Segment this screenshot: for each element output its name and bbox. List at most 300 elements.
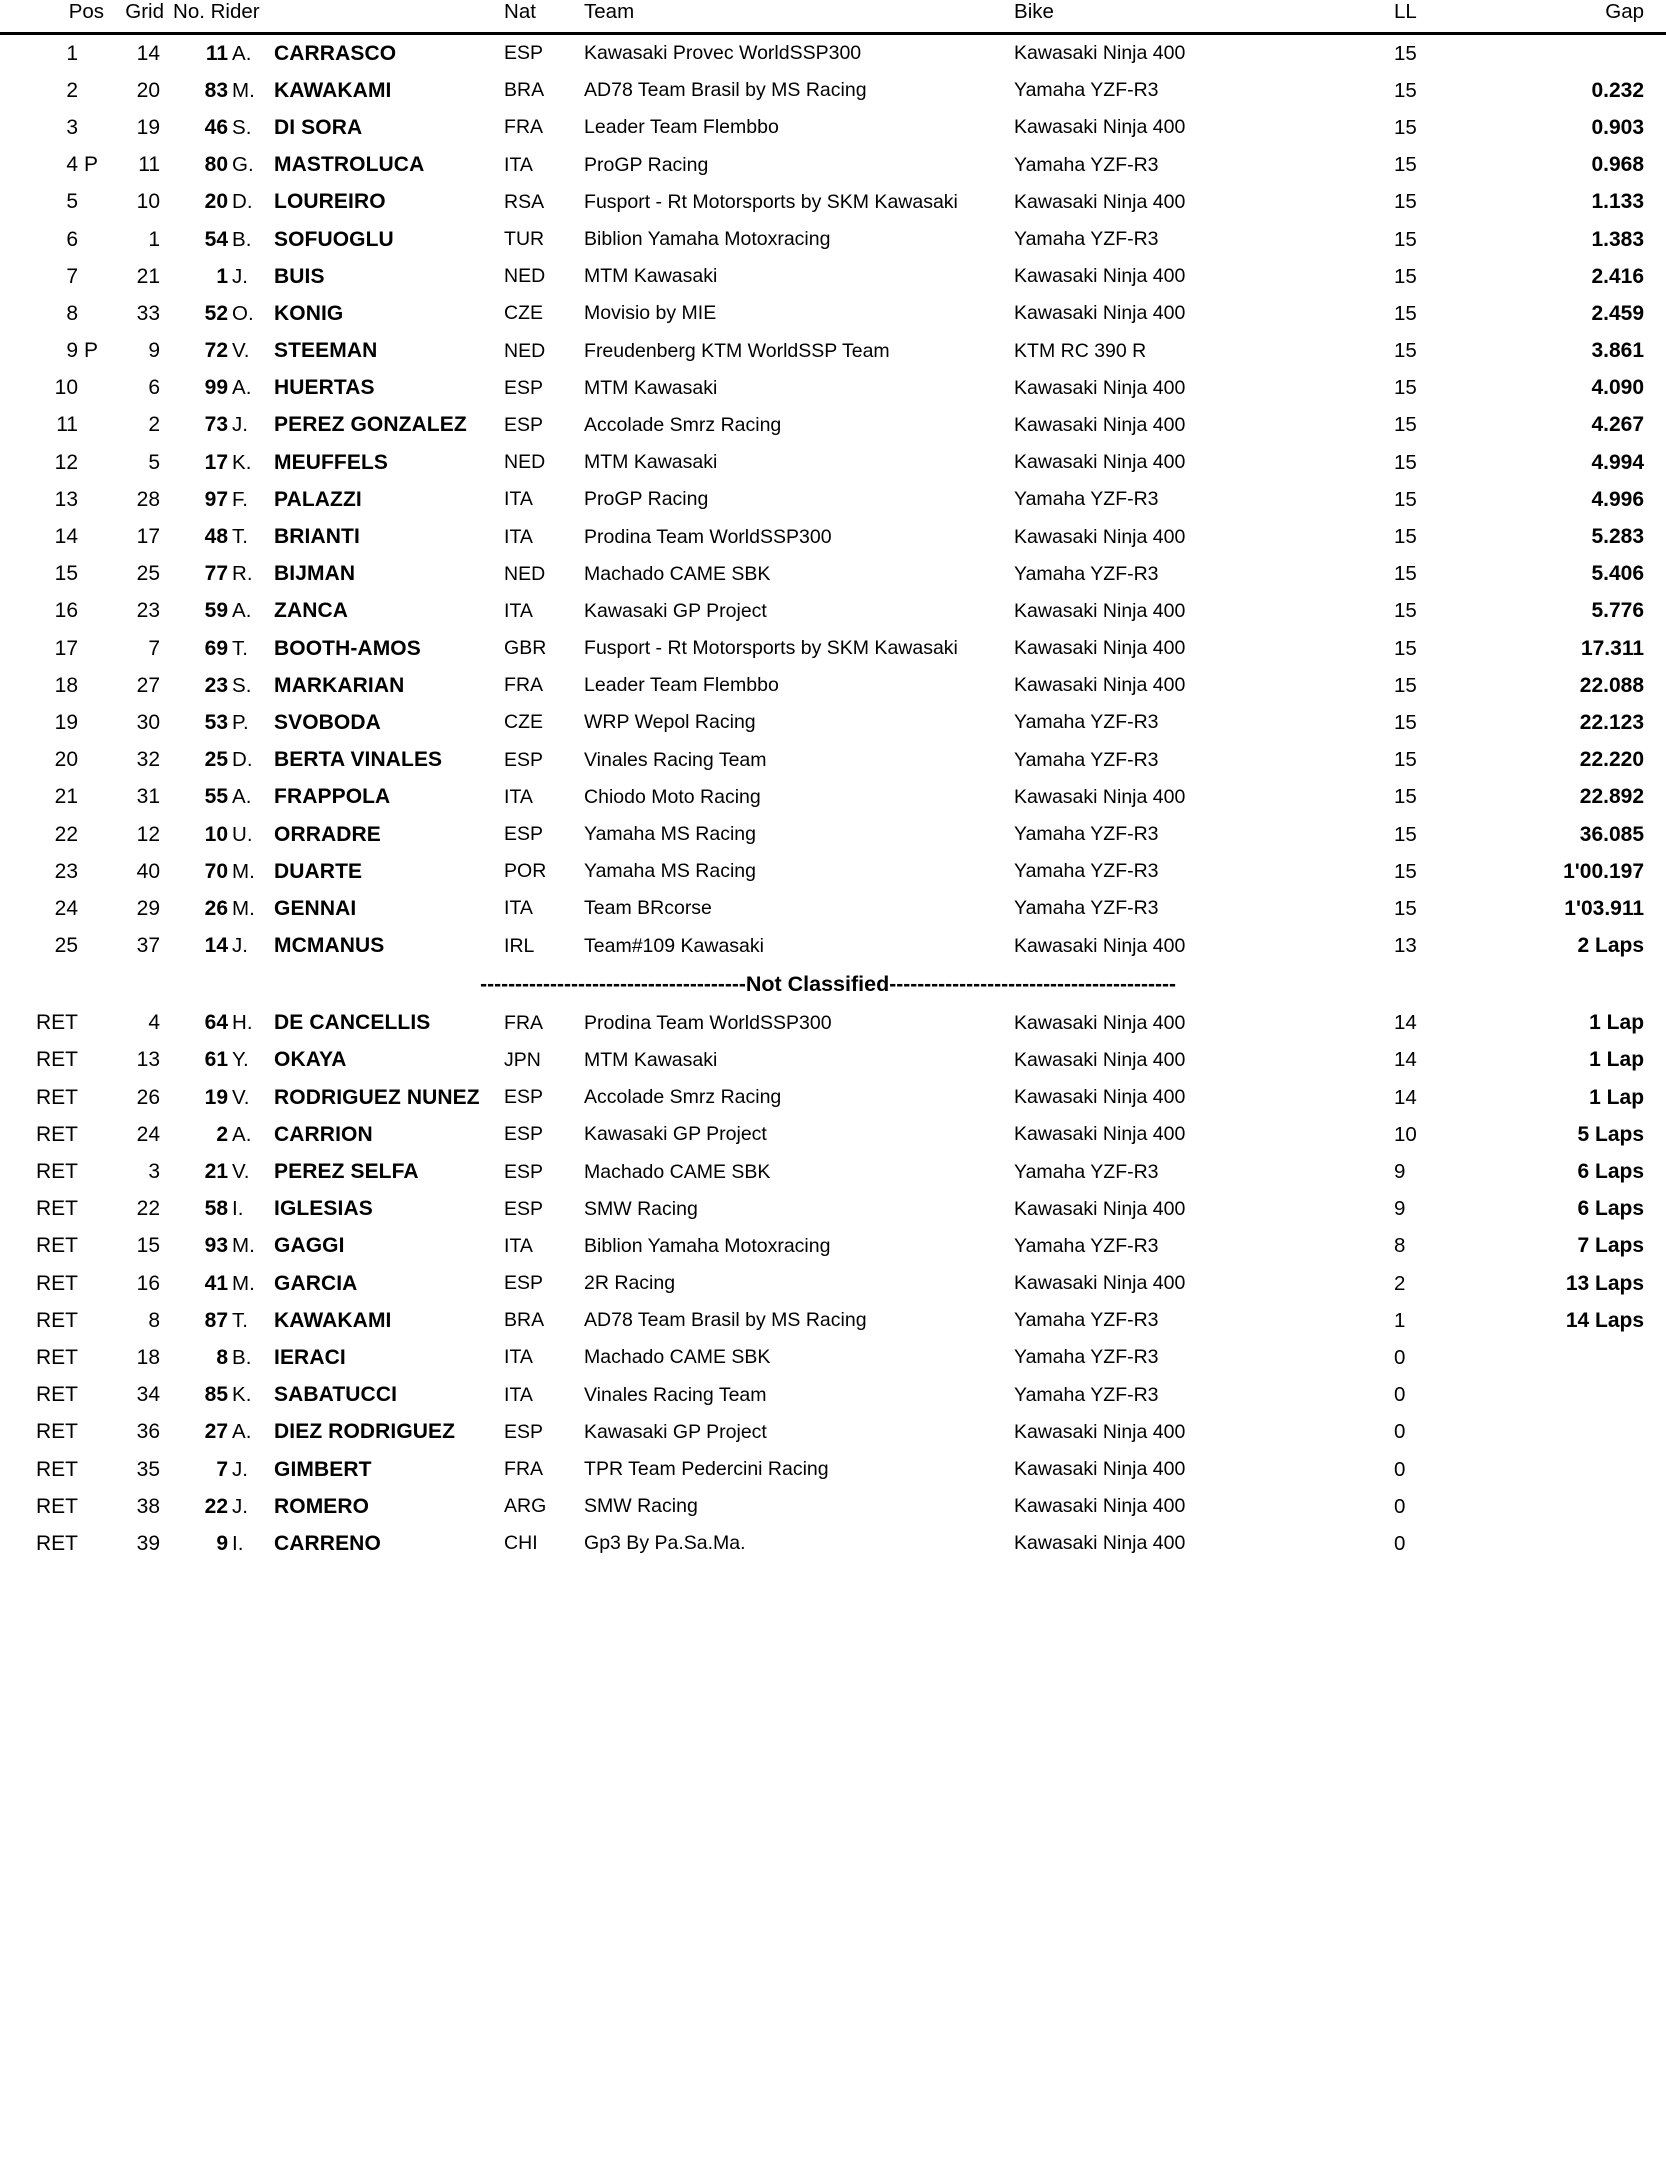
cell-position: 12 — [54, 450, 78, 474]
cell-rider-initial: K. — [232, 1383, 252, 1407]
column-header-nat: Nat — [504, 0, 536, 23]
table-row[interactable] — [0, 481, 1666, 518]
cell-laps-led: 0 — [1394, 1345, 1406, 1369]
cell-rider-number: 80 — [204, 153, 229, 177]
cell-gap — [1504, 35, 1666, 72]
cell-position: 13 — [54, 487, 78, 511]
cell-pole-marker — [78, 928, 104, 965]
cell-grid: 11 — [138, 153, 161, 177]
separator-dashes-right: ----------------------------------------- — [889, 973, 1176, 996]
table-row[interactable] — [0, 1153, 1666, 1190]
cell-rider-initial: M. — [232, 1271, 255, 1295]
cell-grid: 40 — [136, 859, 161, 883]
table-row[interactable] — [0, 333, 1666, 370]
cell-position: RET — [36, 1048, 78, 1072]
cell-rider-initial: A. — [232, 1122, 252, 1146]
cell-bike: Kawasaki Ninja 400 — [1014, 1495, 1186, 1518]
cell-nationality: TUR — [504, 228, 545, 251]
cell-gap: 22.088 — [1579, 673, 1645, 697]
table-row[interactable] — [0, 1302, 1666, 1339]
cell-rider-number: 87 — [204, 1308, 229, 1332]
cell-rider-number: 23 — [204, 673, 229, 697]
cell-rider-number: 53 — [204, 710, 229, 734]
cell-pole-marker — [78, 221, 104, 258]
cell-position: 6 — [66, 227, 78, 251]
cell-nationality: ITA — [504, 488, 533, 511]
cell-pole-marker — [78, 1079, 104, 1116]
cell-team: MTM Kawasaki — [584, 376, 718, 399]
cell-grid: 12 — [136, 822, 161, 846]
cell-gap: 14 Laps — [1565, 1308, 1645, 1332]
cell-laps-led: 15 — [1394, 525, 1417, 549]
cell-pole-marker — [78, 1414, 104, 1451]
cell-bike: Kawasaki Ninja 400 — [1014, 1197, 1186, 1220]
cell-pole-marker — [78, 593, 104, 630]
cell-grid: 10 — [136, 190, 161, 214]
cell-grid: 32 — [136, 748, 161, 772]
cell-nationality: ESP — [504, 376, 544, 399]
cell-gap: 1'03.911 — [1564, 896, 1645, 920]
column-header-grid: Grid — [125, 0, 165, 23]
table-row[interactable] — [0, 109, 1666, 146]
cell-position: 5 — [66, 190, 78, 214]
cell-team: Prodina Team WorldSSP300 — [584, 1011, 832, 1034]
cell-nationality: ITA — [504, 153, 533, 176]
cell-nationality: GBR — [504, 637, 547, 660]
cell-rider-number: 61 — [204, 1048, 229, 1072]
cell-nationality: JPN — [504, 1048, 541, 1071]
cell-gap — [1504, 1525, 1666, 1562]
column-header-team: Team — [584, 0, 635, 23]
table-row[interactable] — [0, 1265, 1666, 1302]
cell-pole-marker — [78, 518, 104, 555]
cell-gap: 4.996 — [1591, 487, 1645, 511]
cell-team: Vinales Racing Team — [584, 1383, 767, 1406]
cell-position: 4 — [66, 153, 78, 177]
cell-rider-name: BERTA VINALES — [274, 748, 443, 772]
table-row[interactable] — [0, 593, 1666, 630]
table-row[interactable] — [0, 556, 1666, 593]
cell-gap — [1504, 1377, 1666, 1414]
cell-laps-led: 14 — [1394, 1048, 1417, 1072]
cell-grid: 19 — [136, 115, 161, 139]
cell-rider-name: SVOBODA — [274, 710, 381, 734]
cell-rider-initial: J. — [232, 934, 248, 958]
cell-laps-led: 15 — [1394, 636, 1417, 660]
table-row[interactable] — [0, 1339, 1666, 1376]
cell-position: 24 — [54, 896, 78, 920]
cell-pole-marker — [78, 481, 104, 518]
table-row[interactable] — [0, 147, 1666, 184]
cell-rider-number: 27 — [204, 1420, 229, 1444]
table-row[interactable] — [0, 72, 1666, 109]
cell-position: RET — [36, 1085, 78, 1109]
cell-grid: 14 — [136, 41, 161, 65]
cell-bike: Yamaha YZF-R3 — [1014, 79, 1159, 102]
table-row[interactable] — [0, 444, 1666, 481]
cell-nationality: ITA — [504, 1383, 533, 1406]
cell-position: RET — [36, 1160, 78, 1184]
table-row[interactable] — [0, 258, 1666, 295]
cell-rider-name: KAWAKAMI — [274, 78, 392, 102]
cell-rider-number: 25 — [204, 748, 229, 772]
column-header-ll: LL — [1394, 0, 1417, 23]
cell-rider-number: 48 — [204, 525, 229, 549]
table-row[interactable] — [0, 1079, 1666, 1116]
cell-pole-marker — [78, 1302, 104, 1339]
table-row[interactable] — [0, 890, 1666, 927]
cell-position: 10 — [54, 376, 78, 400]
cell-rider-initial: B. — [232, 227, 252, 251]
cell-team: SMW Racing — [584, 1197, 698, 1220]
not-classified-separator-cell — [0, 965, 1666, 1005]
table-row[interactable] — [0, 1116, 1666, 1153]
table-row[interactable] — [0, 1525, 1666, 1562]
cell-position: RET — [36, 1271, 78, 1295]
cell-rider-name: DIEZ RODRIGUEZ — [274, 1420, 456, 1444]
table-row[interactable] — [0, 221, 1666, 258]
cell-position: RET — [36, 1457, 78, 1481]
cell-rider-initial: G. — [232, 153, 254, 177]
cell-gap: 17.311 — [1580, 636, 1645, 660]
cell-pole-marker — [78, 72, 104, 109]
cell-laps-led: 15 — [1394, 450, 1417, 474]
cell-gap: 5.283 — [1591, 525, 1645, 549]
cell-nationality: CZE — [504, 302, 544, 325]
cell-grid: 8 — [148, 1308, 161, 1332]
cell-bike: Yamaha YZF-R3 — [1014, 823, 1159, 846]
cell-pole-marker — [78, 295, 104, 332]
cell-laps-led: 0 — [1394, 1420, 1406, 1444]
cell-rider-initial: R. — [232, 562, 253, 586]
cell-laps-led: 13 — [1394, 934, 1417, 958]
cell-team: Kawasaki Provec WorldSSP300 — [584, 42, 862, 65]
cell-bike: Yamaha YZF-R3 — [1014, 897, 1159, 920]
cell-position: RET — [36, 1011, 78, 1035]
cell-rider-initial: Y. — [232, 1048, 249, 1072]
cell-grid: 37 — [136, 934, 161, 958]
cell-pole-marker — [78, 890, 104, 927]
cell-laps-led: 2 — [1394, 1271, 1406, 1295]
cell-rider-name: BIJMAN — [274, 562, 356, 586]
cell-rider-name: CARRASCO — [274, 41, 397, 65]
cell-rider-initial: S. — [232, 115, 252, 139]
cell-pole-marker — [78, 779, 104, 816]
cell-rider-name: GENNAI — [274, 896, 357, 920]
cell-pole-marker — [78, 184, 104, 221]
cell-rider-number: 52 — [204, 301, 229, 325]
cell-laps-led: 15 — [1394, 599, 1417, 623]
cell-pole-marker — [78, 742, 104, 779]
cell-bike: Yamaha YZF-R3 — [1014, 562, 1159, 585]
cell-position: RET — [36, 1494, 78, 1518]
cell-grid: 5 — [148, 450, 161, 474]
cell-laps-led: 15 — [1394, 822, 1417, 846]
cell-rider-number: 17 — [204, 450, 229, 474]
cell-rider-number: 19 — [204, 1085, 229, 1109]
cell-rider-initial: U. — [232, 822, 253, 846]
table-row[interactable] — [0, 704, 1666, 741]
table-row[interactable] — [0, 779, 1666, 816]
cell-pole-marker — [78, 1377, 104, 1414]
cell-bike: Kawasaki Ninja 400 — [1014, 1086, 1186, 1109]
table-row[interactable] — [0, 1042, 1666, 1079]
cell-bike: Kawasaki Ninja 400 — [1014, 674, 1186, 697]
cell-nationality: NED — [504, 339, 546, 362]
cell-nationality: CHI — [504, 1532, 538, 1555]
table-body — [0, 35, 1666, 1563]
cell-team: AD78 Team Brasil by MS Racing — [584, 79, 867, 102]
cell-rider-number: 46 — [204, 115, 229, 139]
cell-gap: 22.123 — [1579, 710, 1645, 734]
cell-rider-name: BRIANTI — [274, 525, 360, 549]
cell-team: Chiodo Moto Racing — [584, 785, 761, 808]
table-row[interactable] — [0, 667, 1666, 704]
table-row[interactable] — [0, 1228, 1666, 1265]
cell-grid: 33 — [136, 301, 161, 325]
cell-pole-marker — [78, 704, 104, 741]
table-row[interactable] — [0, 295, 1666, 332]
cell-rider-number: 97 — [204, 487, 229, 511]
cell-pole-marker — [78, 35, 104, 72]
cell-grid: 30 — [136, 710, 161, 734]
cell-rider-initial: M. — [232, 896, 255, 920]
cell-gap — [1504, 1414, 1666, 1451]
cell-position: 8 — [66, 301, 78, 325]
column-header-gap: Gap — [1605, 0, 1645, 23]
cell-pole-marker — [78, 109, 104, 146]
cell-rider-number: 58 — [204, 1197, 229, 1221]
cell-bike: Kawasaki Ninja 400 — [1014, 376, 1186, 399]
cell-team: 2R Racing — [584, 1272, 676, 1295]
cell-position: 19 — [54, 710, 78, 734]
cell-rider-name: IERACI — [274, 1345, 346, 1369]
cell-rider-number: 99 — [204, 376, 229, 400]
cell-team: MTM Kawasaki — [584, 1048, 718, 1071]
cell-gap: 36.085 — [1579, 822, 1645, 846]
cell-position: 2 — [66, 78, 78, 102]
cell-rider-number: 10 — [204, 822, 229, 846]
cell-gap: 1 Lap — [1589, 1011, 1645, 1035]
table-row[interactable] — [0, 928, 1666, 965]
cell-bike: Yamaha YZF-R3 — [1014, 488, 1159, 511]
cell-rider-initial: A. — [232, 785, 252, 809]
cell-team: Freudenberg KTM WorldSSP Team — [584, 339, 890, 362]
cell-position: RET — [36, 1531, 78, 1555]
cell-nationality: ITA — [504, 897, 533, 920]
table-row[interactable] — [0, 1191, 1666, 1228]
cell-rider-initial: J. — [232, 1457, 248, 1481]
cell-rider-initial: P. — [232, 710, 249, 734]
cell-bike: Kawasaki Ninja 400 — [1014, 42, 1186, 65]
header-row — [0, 0, 1666, 32]
cell-laps-led: 8 — [1394, 1234, 1406, 1258]
table-row[interactable] — [0, 816, 1666, 853]
cell-laps-led: 9 — [1394, 1197, 1406, 1221]
cell-laps-led: 15 — [1394, 153, 1417, 177]
cell-grid: 15 — [136, 1234, 161, 1258]
cell-nationality: ITA — [504, 785, 533, 808]
table-row[interactable] — [0, 1005, 1666, 1042]
cell-pole-marker — [78, 1228, 104, 1265]
cell-bike: Kawasaki Ninja 400 — [1014, 451, 1186, 474]
cell-laps-led: 15 — [1394, 301, 1417, 325]
cell-position: RET — [36, 1197, 78, 1221]
cell-position: 3 — [66, 115, 78, 139]
cell-bike: Yamaha YZF-R3 — [1014, 1309, 1159, 1332]
cell-position: 15 — [54, 562, 78, 586]
cell-bike: Kawasaki Ninja 400 — [1014, 1048, 1186, 1071]
cell-rider-initial: V. — [232, 1160, 250, 1184]
cell-grid: 3 — [148, 1160, 161, 1184]
cell-nationality: ITA — [504, 1346, 533, 1369]
cell-gap: 22.892 — [1579, 785, 1645, 809]
cell-rider-initial: I. — [232, 1197, 244, 1221]
cell-gap: 0.232 — [1591, 78, 1645, 102]
cell-position: RET — [36, 1383, 78, 1407]
table-row[interactable] — [0, 742, 1666, 779]
cell-grid: 9 — [148, 339, 161, 363]
cell-position: 11 — [56, 413, 78, 437]
cell-gap: 7 Laps — [1577, 1234, 1645, 1258]
not-classified-label: Not Classified — [745, 972, 890, 997]
cell-position: RET — [36, 1345, 78, 1369]
cell-team: Machado CAME SBK — [584, 562, 771, 585]
table-row[interactable] — [0, 370, 1666, 407]
cell-nationality: ITA — [504, 599, 533, 622]
cell-rider-number: 83 — [204, 78, 229, 102]
column-header-bike: Bike — [1014, 0, 1054, 23]
cell-team: Team#109 Kawasaki — [584, 934, 764, 957]
cell-laps-led: 15 — [1394, 78, 1417, 102]
table-row[interactable] — [0, 1377, 1666, 1414]
cell-team: Biblion Yamaha Motoxracing — [584, 1234, 831, 1257]
table-row[interactable] — [0, 35, 1666, 72]
cell-team: MTM Kawasaki — [584, 451, 718, 474]
cell-team: Machado CAME SBK — [584, 1160, 771, 1183]
cell-laps-led: 0 — [1394, 1494, 1406, 1518]
cell-nationality: ESP — [504, 748, 544, 771]
cell-team: Gp3 By Pa.Sa.Ma. — [584, 1532, 746, 1555]
cell-bike: Kawasaki Ninja 400 — [1014, 1532, 1186, 1555]
cell-rider-name: PEREZ GONZALEZ — [274, 413, 467, 437]
cell-gap: 3.861 — [1591, 339, 1645, 363]
cell-nationality: FRA — [504, 674, 544, 697]
cell-grid: 31 — [136, 785, 161, 809]
cell-pole-marker — [78, 1488, 104, 1525]
cell-bike: Kawasaki Ninja 400 — [1014, 413, 1186, 436]
cell-bike: Kawasaki Ninja 400 — [1014, 599, 1186, 622]
cell-rider-name: ORRADRE — [274, 822, 381, 846]
cell-position: 22 — [54, 822, 78, 846]
cell-laps-led: 1 — [1394, 1308, 1406, 1332]
cell-nationality: ITA — [504, 1234, 533, 1257]
cell-rider-name: PALAZZI — [274, 487, 362, 511]
cell-rider-number: 14 — [204, 934, 229, 958]
cell-rider-number: 77 — [204, 562, 229, 586]
cell-pole-marker — [78, 1153, 104, 1190]
cell-gap: 4.267 — [1591, 413, 1645, 437]
cell-laps-led: 0 — [1394, 1531, 1406, 1555]
table-row[interactable] — [0, 518, 1666, 555]
cell-nationality: ESP — [504, 1160, 544, 1183]
cell-bike: Yamaha YZF-R3 — [1014, 860, 1159, 883]
cell-bike: Yamaha YZF-R3 — [1014, 153, 1159, 176]
cell-rider-initial: T. — [232, 1308, 248, 1332]
cell-rider-initial: J. — [232, 1494, 248, 1518]
cell-team: ProGP Racing — [584, 488, 709, 511]
cell-position: 25 — [54, 934, 78, 958]
cell-rider-number: 85 — [204, 1383, 229, 1407]
cell-rider-initial: O. — [232, 301, 254, 325]
cell-position: 21 — [54, 785, 78, 809]
cell-gap: 2 Laps — [1577, 934, 1645, 958]
cell-laps-led: 15 — [1394, 339, 1417, 363]
cell-nationality: ARG — [504, 1495, 547, 1518]
cell-rider-name: RODRIGUEZ NUNEZ — [274, 1085, 480, 1109]
cell-grid: 25 — [136, 562, 161, 586]
cell-grid: 35 — [136, 1457, 161, 1481]
cell-gap: 0.968 — [1591, 153, 1645, 177]
table-row[interactable] — [0, 184, 1666, 221]
table-row[interactable] — [0, 1414, 1666, 1451]
table-row[interactable] — [0, 853, 1666, 890]
cell-gap: 5.406 — [1591, 562, 1645, 586]
cell-rider-initial: J. — [232, 264, 248, 288]
table-row[interactable] — [0, 1451, 1666, 1488]
cell-position: 23 — [54, 859, 78, 883]
cell-rider-name: DE CANCELLIS — [274, 1011, 431, 1035]
cell-gap: 6 Laps — [1577, 1197, 1645, 1221]
cell-pole-marker — [78, 370, 104, 407]
cell-nationality: ESP — [504, 42, 544, 65]
cell-team: Fusport - Rt Motorsports by SKM Kawasaki — [584, 190, 958, 213]
cell-pole-marker — [78, 1005, 104, 1042]
cell-rider-name: BOOTH-AMOS — [274, 636, 421, 660]
cell-rider-initial: V. — [232, 339, 250, 363]
cell-rider-initial: B. — [232, 1345, 252, 1369]
cell-bike: Kawasaki Ninja 400 — [1014, 637, 1186, 660]
cell-laps-led: 15 — [1394, 896, 1417, 920]
cell-rider-initial: K. — [232, 450, 252, 474]
cell-team: Biblion Yamaha Motoxracing — [584, 228, 831, 251]
cell-grid: 20 — [136, 78, 161, 102]
cell-gap: 0.903 — [1591, 115, 1645, 139]
cell-laps-led: 15 — [1394, 859, 1417, 883]
cell-team: SMW Racing — [584, 1495, 698, 1518]
cell-team: Team BRcorse — [584, 897, 712, 920]
cell-rider-number: 8 — [216, 1345, 229, 1369]
cell-gap: 5.776 — [1591, 599, 1645, 623]
cell-rider-name: LOUREIRO — [274, 190, 386, 214]
cell-rider-name: OKAYA — [274, 1048, 347, 1072]
cell-rider-number: 41 — [204, 1271, 229, 1295]
table-row[interactable] — [0, 630, 1666, 667]
cell-rider-name: MEUFFELS — [274, 450, 388, 474]
cell-laps-led: 15 — [1394, 264, 1417, 288]
cell-bike: Yamaha YZF-R3 — [1014, 1160, 1159, 1183]
table-row[interactable] — [0, 1488, 1666, 1525]
cell-rider-number: 22 — [204, 1494, 229, 1518]
table-row[interactable] — [0, 407, 1666, 444]
cell-pole-marker — [78, 667, 104, 704]
not-classified-separator-row — [0, 965, 1666, 1005]
table-header — [0, 0, 1666, 35]
cell-pole-marker — [78, 1191, 104, 1228]
cell-gap: 1 Lap — [1589, 1085, 1645, 1109]
cell-nationality: FRA — [504, 1458, 544, 1481]
cell-grid: 22 — [136, 1197, 161, 1221]
